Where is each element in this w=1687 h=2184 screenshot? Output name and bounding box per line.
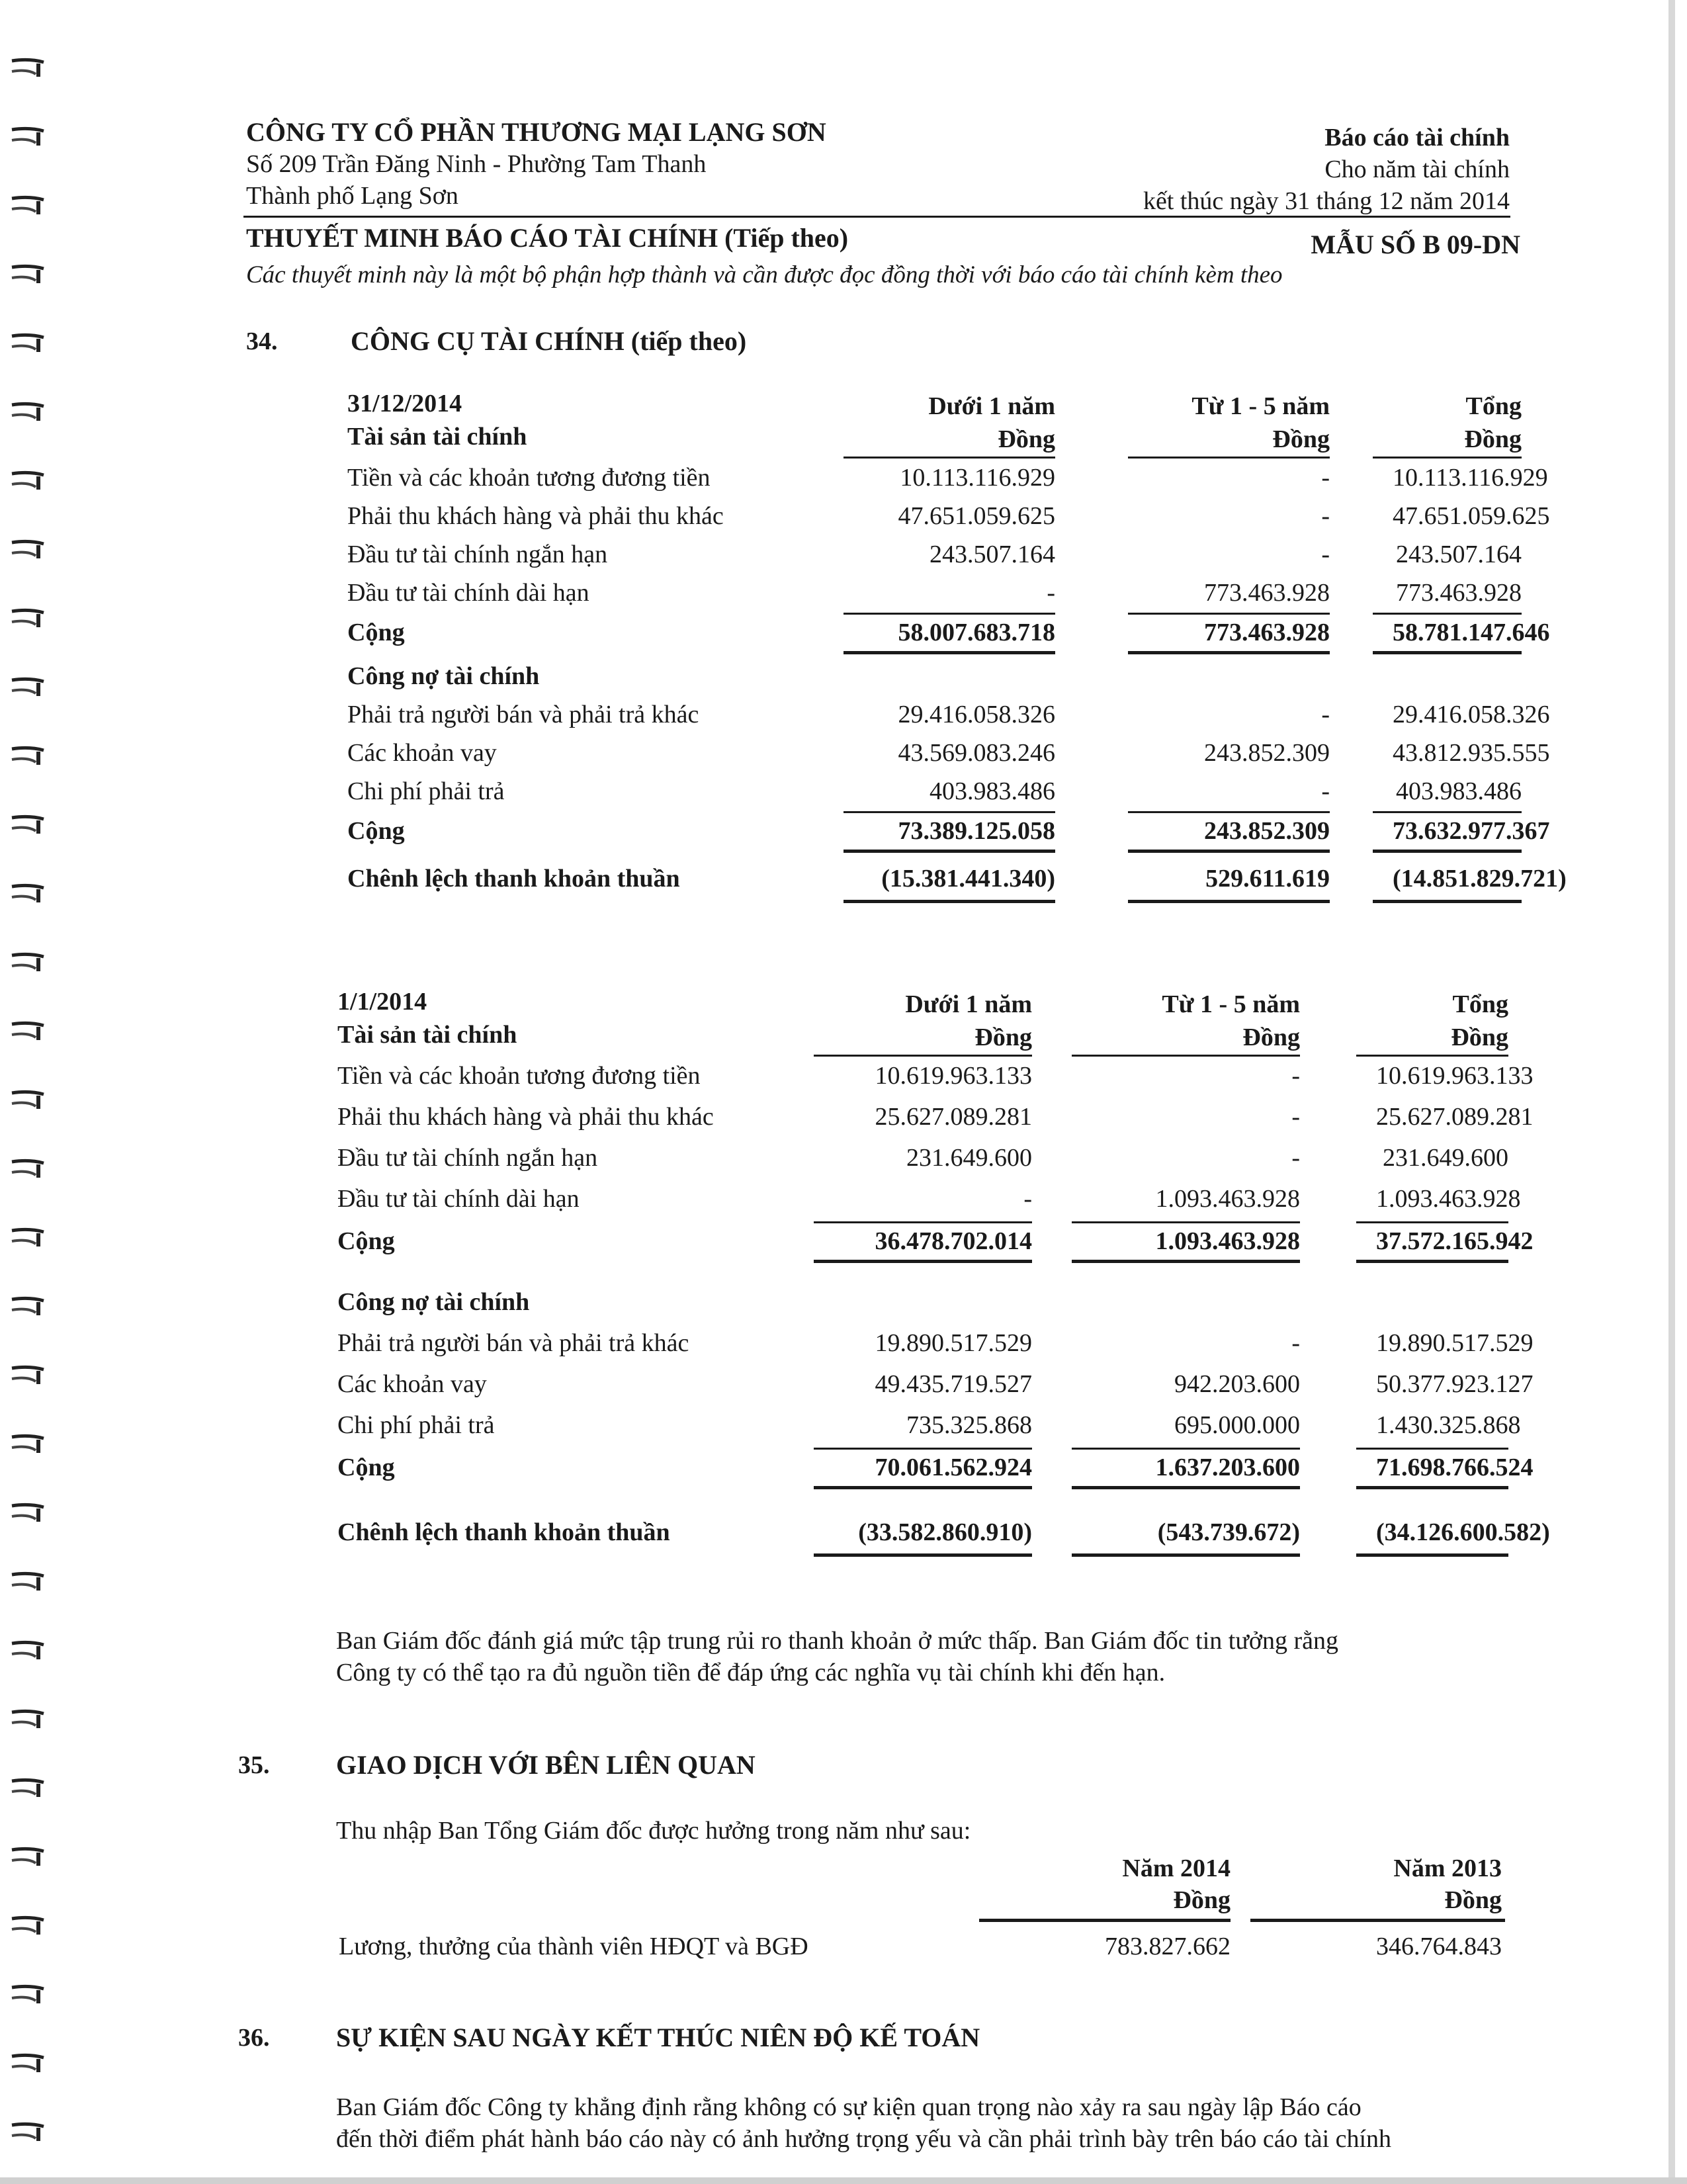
spiral-ring-icon: [9, 1777, 48, 1800]
section-35-number: 35.: [238, 1751, 270, 1779]
s35-row-2013: 346.764.843: [1376, 1933, 1502, 1960]
asset-row-label: Phải thu khách hàng và phải thu khác: [347, 502, 724, 530]
spiral-ring-icon: [9, 1433, 48, 1456]
asset-row-value-1: -: [1047, 579, 1055, 607]
spiral-ring-icon: [9, 1846, 48, 1868]
section-34-title: CÔNG CỤ TÀI CHÍNH (tiếp theo): [351, 326, 747, 356]
asset-row-value-2: -: [1291, 1103, 1300, 1131]
net-rule-2: [1072, 1553, 1300, 1557]
spiral-ring-icon: [9, 1571, 48, 1593]
spiral-ring-icon: [9, 814, 48, 836]
col2-header-rule: [1072, 1055, 1300, 1057]
spiral-binding: [0, 0, 60, 2184]
liabilities-total-2: 1.637.203.600: [1155, 1454, 1300, 1481]
col3-header-rule: [1356, 1055, 1508, 1057]
asset-row-label: Tiền và các khoản tương đương tiền: [347, 464, 711, 492]
assets-total-2: 773.463.928: [1204, 619, 1330, 646]
asset-row-value-1: 10.619.963.133: [875, 1062, 1032, 1090]
assets-total-rule-1: [814, 1260, 1032, 1263]
liquidity-table-2014-12-31: [347, 388, 1567, 917]
company-name: CÔNG TY CỔ PHẦN THƯƠNG MẠI LẠNG SƠN: [246, 117, 826, 147]
s35-row-2014: 783.827.662: [1105, 1933, 1231, 1960]
col2-header-rule: [1128, 457, 1330, 459]
liability-row-label: Các khoản vay: [337, 1370, 487, 1398]
asset-row-value-1: 10.113.116.929: [900, 464, 1055, 492]
s35-row-label: Lương, thưởng của thành viên HĐQT và BGĐ: [339, 1933, 808, 1960]
asset-row-value-3: 1.093.463.928: [1376, 1185, 1521, 1213]
page-edge-bottom: [0, 2177, 1687, 2184]
asset-row-value-2: -: [1321, 541, 1330, 568]
liab-subtotal-rule-1: [814, 1448, 1032, 1450]
section-35-intro: Thu nhập Ban Tổng Giám đốc được hưởng trong năm như sau:: [336, 1817, 971, 1845]
col1-header-rule: [844, 457, 1055, 459]
spiral-ring-icon: [9, 57, 48, 79]
col1-unit: Đồng: [998, 425, 1055, 453]
s35-col1-rule: [979, 1919, 1231, 1922]
assets-total-rule-3: [1356, 1260, 1508, 1263]
asset-row-value-3: 47.651.059.625: [1393, 502, 1550, 530]
liabilities-total-2: 243.852.309: [1204, 817, 1330, 845]
assets-subtotal-rule-2: [1128, 613, 1330, 615]
liability-row-label: Các khoản vay: [347, 739, 497, 767]
spiral-ring-icon: [9, 126, 48, 148]
asset-row-value-1: -: [1023, 1185, 1032, 1213]
section-34-conclusion-line1: Ban Giám đốc đánh giá mức tập trung rủi ro thanh khoản ở mức thấp. Ban Giám đốc tin tưởng rằng: [336, 1627, 1339, 1655]
net-rule-2: [1128, 900, 1330, 903]
col2-unit: Đồng: [1242, 1024, 1300, 1051]
s35-col2-header: Năm 2013: [1393, 1855, 1502, 1882]
col3-header: Tổng: [1465, 392, 1522, 420]
liability-row-value-2: 942.203.600: [1174, 1370, 1300, 1398]
asset-row-value-1: 231.649.600: [906, 1144, 1032, 1172]
assets-subtotal-rule-2: [1072, 1221, 1300, 1223]
net-liquidity-label: Chênh lệch thanh khoản thuần: [337, 1518, 670, 1546]
net-rule-3: [1373, 900, 1522, 903]
asset-row-value-3: 231.649.600: [1383, 1144, 1508, 1172]
spiral-ring-icon: [9, 1915, 48, 1937]
spiral-ring-icon: [9, 745, 48, 767]
asset-row-value-1: 243.507.164: [930, 541, 1055, 568]
net-liquidity-2: 529.611.619: [1205, 865, 1330, 893]
net-liquidity-3: (14.851.829.721): [1393, 865, 1567, 893]
section-35-title: GIAO DỊCH VỚI BÊN LIÊN QUAN: [336, 1750, 756, 1780]
asset-row-value-3: 25.627.089.281: [1376, 1103, 1534, 1131]
spiral-ring-icon: [9, 470, 48, 492]
spiral-ring-icon: [9, 1089, 48, 1112]
section-36-number: 36.: [238, 2024, 270, 2052]
s35-col1-unit: Đồng: [1173, 1886, 1231, 1914]
col2-unit: Đồng: [1272, 425, 1330, 453]
notes-title: THUYẾT MINH BÁO CÁO TÀI CHÍNH (Tiếp theo): [246, 223, 849, 253]
notes-subtitle: Các thuyết minh này là một bộ phận hợp thành và cần được đọc đồng thời với báo cáo tài chính kèm theo: [246, 261, 1283, 288]
net-rule-3: [1356, 1553, 1508, 1557]
liability-row-value-2: 695.000.000: [1174, 1411, 1300, 1439]
assets-subtotal-rule-3: [1356, 1221, 1508, 1223]
liabilities-heading: Công nợ tài chính: [347, 662, 540, 690]
col1-header: Dưới 1 năm: [928, 392, 1055, 420]
liability-row-value-3: 403.983.486: [1396, 777, 1522, 805]
spiral-ring-icon: [9, 1295, 48, 1318]
liability-row-value-2: -: [1291, 1329, 1300, 1357]
asset-row-value-2: 773.463.928: [1204, 579, 1330, 607]
assets-total-label: Cộng: [337, 1227, 395, 1255]
asset-row-value-3: 10.113.116.929: [1393, 464, 1548, 492]
col3-unit: Đồng: [1464, 425, 1522, 453]
assets-heading: Tài sản tài chính: [337, 1021, 517, 1049]
liab-total-rule-2: [1128, 850, 1330, 853]
liab-total-rule-3: [1356, 1486, 1508, 1489]
col2-header: Từ 1 - 5 năm: [1162, 990, 1300, 1018]
report-period-line2: kết thúc ngày 31 tháng 12 năm 2014: [1143, 187, 1510, 215]
liability-row-value-2: -: [1321, 701, 1330, 728]
spiral-ring-icon: [9, 676, 48, 699]
col3-header-rule: [1373, 457, 1522, 459]
asset-row-label: Đầu tư tài chính ngắn hạn: [337, 1144, 598, 1172]
liability-row-value-2: -: [1321, 777, 1330, 805]
liability-row-value-1: 735.325.868: [906, 1411, 1032, 1439]
liability-row-value-3: 19.890.517.529: [1376, 1329, 1534, 1357]
asset-row-value-1: 47.651.059.625: [898, 502, 1055, 530]
spiral-ring-icon: [9, 332, 48, 355]
section-34-conclusion-line2: Công ty có thể tạo ra đủ nguồn tiền để đáp ứng các nghĩa vụ tài chính khi đến hạn.: [336, 1659, 1166, 1686]
s35-col1-header: Năm 2014: [1122, 1855, 1231, 1882]
col1-unit: Đồng: [974, 1024, 1032, 1051]
liabilities-total-label: Cộng: [337, 1454, 395, 1481]
spiral-ring-icon: [9, 1020, 48, 1043]
spiral-ring-icon: [9, 539, 48, 561]
assets-total-3: 58.781.147.646: [1393, 619, 1550, 646]
form-code: MẪU SỐ B 09-DN: [1311, 230, 1520, 259]
assets-heading: Tài sản tài chính: [347, 423, 527, 451]
asset-row-value-3: 243.507.164: [1396, 541, 1522, 568]
col1-header-rule: [814, 1055, 1032, 1057]
spiral-ring-icon: [9, 1502, 48, 1524]
liability-row-label: Phải trả người bán và phải trả khác: [337, 1329, 689, 1357]
asset-row-value-2: -: [1321, 502, 1330, 530]
col3-unit: Đồng: [1451, 1024, 1508, 1051]
spiral-ring-icon: [9, 607, 48, 630]
assets-subtotal-rule-1: [814, 1221, 1032, 1223]
asset-row-value-2: -: [1291, 1062, 1300, 1090]
report-title: Báo cáo tài chính: [1324, 124, 1510, 152]
liab-subtotal-rule-3: [1373, 811, 1522, 813]
company-address: Số 209 Trần Đăng Ninh - Phường Tam Thanh: [246, 150, 707, 178]
liability-row-value-3: 43.812.935.555: [1393, 739, 1550, 767]
assets-total-label: Cộng: [347, 619, 405, 646]
spiral-ring-icon: [9, 1708, 48, 1731]
liabilities-total-1: 70.061.562.924: [875, 1454, 1032, 1481]
spiral-ring-icon: [9, 2121, 48, 2144]
liab-subtotal-rule-3: [1356, 1448, 1508, 1450]
liabilities-heading: Công nợ tài chính: [337, 1288, 530, 1316]
assets-total-rule-1: [844, 651, 1055, 654]
col2-header: Từ 1 - 5 năm: [1191, 392, 1330, 420]
asset-row-value-2: -: [1321, 464, 1330, 492]
liab-total-rule-2: [1072, 1486, 1300, 1489]
net-rule-1: [814, 1553, 1032, 1557]
liab-total-rule-1: [844, 850, 1055, 853]
spiral-ring-icon: [9, 1227, 48, 1249]
section-36-text-line2: đến thời điểm phát hành báo cáo này có ảnh hưởng trọng yếu và cần phải trình bày trên báo cáo tài chính: [336, 2125, 1392, 2153]
s35-col2-unit: Đồng: [1444, 1886, 1502, 1914]
spiral-ring-icon: [9, 1984, 48, 2006]
liability-row-value-3: 1.430.325.868: [1376, 1411, 1521, 1439]
col3-header: Tổng: [1452, 990, 1508, 1018]
liability-row-value-1: 29.416.058.326: [898, 701, 1055, 728]
liability-row-value-1: 49.435.719.527: [875, 1370, 1032, 1398]
net-liquidity-3: (34.126.600.582): [1376, 1518, 1550, 1546]
asset-row-value-3: 773.463.928: [1396, 579, 1522, 607]
assets-total-rule-3: [1373, 651, 1522, 654]
liab-subtotal-rule-2: [1072, 1448, 1300, 1450]
net-liquidity-2: (543.739.672): [1157, 1518, 1300, 1546]
asset-row-value-3: 10.619.963.133: [1376, 1062, 1534, 1090]
report-period-line1: Cho năm tài chính: [1324, 155, 1510, 183]
col1-header: Dưới 1 năm: [905, 990, 1032, 1018]
assets-total-1: 36.478.702.014: [875, 1227, 1032, 1255]
net-liquidity-1: (15.381.441.340): [881, 865, 1055, 893]
asset-row-value-2: -: [1291, 1144, 1300, 1172]
asset-row-label: Đầu tư tài chính ngắn hạn: [347, 541, 608, 568]
liability-row-value-3: 50.377.923.127: [1376, 1370, 1534, 1398]
spiral-ring-icon: [9, 2052, 48, 2075]
liabilities-total-3: 73.632.977.367: [1393, 817, 1550, 845]
section-34-number: 34.: [246, 328, 278, 355]
assets-total-1: 58.007.683.718: [898, 619, 1055, 646]
spiral-ring-icon: [9, 1158, 48, 1180]
asset-row-label: Phải thu khách hàng và phải thu khác: [337, 1103, 714, 1131]
assets-subtotal-rule-3: [1373, 613, 1522, 615]
table-date: 31/12/2014: [347, 390, 462, 417]
liability-row-value-3: 29.416.058.326: [1393, 701, 1550, 728]
liquidity-table-2014-01-01: [337, 986, 1550, 1548]
spiral-ring-icon: [9, 951, 48, 974]
spiral-ring-icon: [9, 195, 48, 217]
assets-total-rule-2: [1072, 1260, 1300, 1263]
liability-row-label: Chi phí phải trả: [347, 777, 505, 805]
spiral-ring-icon: [9, 401, 48, 423]
net-liquidity-1: (33.582.860.910): [858, 1518, 1032, 1546]
liabilities-total-label: Cộng: [347, 817, 405, 845]
liability-row-label: Phải trả người bán và phải trả khác: [347, 701, 699, 728]
header-rule: [243, 216, 1510, 218]
asset-row-label: Đầu tư tài chính dài hạn: [337, 1185, 580, 1213]
asset-row-value-1: 25.627.089.281: [875, 1103, 1032, 1131]
assets-total-3: 37.572.165.942: [1376, 1227, 1534, 1255]
net-liquidity-label: Chênh lệch thanh khoản thuần: [347, 865, 680, 893]
liabilities-total-3: 71.698.766.524: [1376, 1454, 1534, 1481]
asset-row-label: Đầu tư tài chính dài hạn: [347, 579, 589, 607]
liabilities-total-1: 73.389.125.058: [898, 817, 1055, 845]
liab-total-rule-3: [1373, 850, 1522, 853]
liability-row-value-1: 403.983.486: [930, 777, 1055, 805]
assets-total-rule-2: [1128, 651, 1330, 654]
assets-subtotal-rule-1: [844, 613, 1055, 615]
spiral-ring-icon: [9, 883, 48, 905]
spiral-ring-icon: [9, 1639, 48, 1662]
liab-total-rule-1: [814, 1486, 1032, 1489]
liability-row-label: Chi phí phải trả: [337, 1411, 495, 1439]
liability-row-value-1: 43.569.083.246: [898, 739, 1055, 767]
asset-row-value-2: 1.093.463.928: [1155, 1185, 1300, 1213]
section-36-text-line1: Ban Giám đốc Công ty khẳng định rằng không có sự kiện quan trọng nào xảy ra sau ngày lập Báo cáo: [336, 2093, 1362, 2121]
liability-row-value-1: 19.890.517.529: [875, 1329, 1032, 1357]
liab-subtotal-rule-2: [1128, 811, 1330, 813]
liability-row-value-2: 243.852.309: [1204, 739, 1330, 767]
section-36-title: SỰ KIỆN SAU NGÀY KẾT THÚC NIÊN ĐỘ KẾ TOÁN: [336, 2023, 980, 2052]
spiral-ring-icon: [9, 1364, 48, 1387]
spiral-ring-icon: [9, 263, 48, 286]
page-edge-right: [1668, 0, 1675, 2184]
net-rule-1: [844, 900, 1055, 903]
assets-total-2: 1.093.463.928: [1155, 1227, 1300, 1255]
company-city: Thành phố Lạng Sơn: [246, 182, 458, 210]
liab-subtotal-rule-1: [844, 811, 1055, 813]
asset-row-label: Tiền và các khoản tương đương tiền: [337, 1062, 701, 1090]
table-date: 1/1/2014: [337, 988, 427, 1016]
s35-col2-rule: [1250, 1919, 1505, 1922]
